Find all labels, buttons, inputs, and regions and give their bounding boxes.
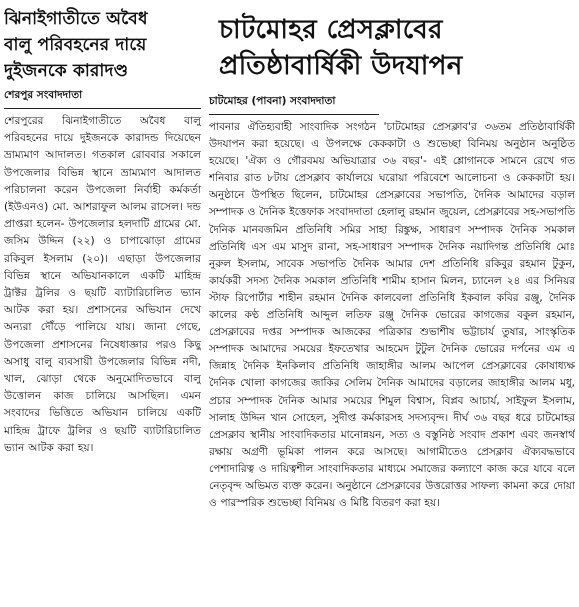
right-headline-line-1: চাটমোহর প্রেসক্লাবের [219, 15, 443, 45]
right-article [209, 2, 575, 602]
left-article-headline [4, 6, 201, 84]
right-article-headline [219, 12, 575, 84]
left-headline-line-2: বালু পরিবহনের দায়ে [4, 35, 147, 55]
left-headline-line-3: দুইজনকে কারাদণ্ড [4, 61, 129, 81]
left-headline-line-1: ঝিনাইগাতীতে অবৈধ [4, 9, 148, 29]
right-article-dateline: চাটমোহর (পাবনা) সংবাদদাতা [209, 94, 379, 115]
right-headline-line-2: প্রতিষ্ঠাবার্ষিকী উদযাপন [219, 51, 463, 81]
left-article-body: শেরপুরের ঝিনাইগাতীতে অবৈধ বালু পরিবহনের দায়ে দুইজনকে কারাদন্ড দিয়েছেন ভ্রাম্যমাণ আদালত। গতকাল রোববার সকালে উপজেলার বিভিন্ন স্থানে ভ্রাম্যমাণ আদালত পরিচালনা করেন উপজেলা নির্বাহী কর্মকর্তা (ইউএনও) মো. আশরাফুল আলম রাসেল। দন্ড প্রাপ্তরা হলেন- উপজেলার হলদাটি গ্রামের মো. জসিম উদ্দিন (২২) ও চাপাঝোড়া গ্রামের রকিবুল ইসলাম (২০)। এছাড়া উপজেলার বিভিন্ন স্থানে অভিযানকালে একটি মাহিন্দ্র ট্রাক্টর ট্রলির ও ছয়টি ব্যাটারিচালিত ভ্যান আটক করা হয়। প্রশাসনের অভিযান দেখে অন্যরা দৌঁড়ে পালিয়ে যায়। জানা গেছে, উপজেলা প্রশাসনের নিষেধাজ্ঞার পরও কিছু অসাধু বালু ব্যবসায়ী উপজেলার বিভিন্ন নদী, খাল, ঝোড়া থেকে অনুমোদিতভাবে বালু উত্তোলন কাজ চালিয়ে আসছিল। এমন সংবাদের ভিত্তিতে অভিযান চালিয়ে একটি মাহিন্দ্র ট্রাফে ট্রলির ও ছয়টি ব্যাটারিচালিত ভ্যান আটক করা হয়। [4, 115, 201, 454]
left-article [4, 2, 201, 602]
right-article-body: পাবনার ঐতিহ্যবাহী সাংবাদিক সংগঠন 'চাটমোহর প্রেসক্লাব'র ৩৬তম প্রতিষ্ঠাবার্ষিকী উদযাপন করা হয়েছে। এ উপলক্ষে কেককাটা ও শুভেচ্ছা বিনিময় অনুষ্ঠান অনুষ্ঠিত হয়েছে। 'ঐক্য ও গৌরবময় অভিযাত্রার ৩৬ বছর'- এই শ্লোগানকে সামনে রেখে গত শনিবার রাত ৮টায় প্রেসক্লাব কার্যালয়ে ঘরোয়া পরিবেশে আলোচনা ও কেককাটা হয়। অনুষ্ঠানে উপস্থিত ছিলেন, চাটমোহর প্রেসক্লাবের সভাপতি, দৈনিক আমাদের বড়াল সম্পাদক ও দৈনিক ইত্তেফাক সংবাদদাতা হেলালু রহমান জুয়েল, প্রেসক্লাবের সহ-সভাপতি দৈনিক মানবজমিন প্রতিনিধি সমির সাহা রিঙ্কুক্ষ, সাধারণ সম্পাদক দৈনিক সমকাল প্রতিনিধি এস এম মাসুদ রানা, সহ-সাধারণ সম্পাদক দৈনিক নয়াদিগন্ত প্রতিনিধি মোঃ নুরুল ইসলাম, সাবেক সভাপতি দৈনিক আমার দেশ প্রতিনিধি রকিবুর রহমান টুকুন, কার্যকরী সদস্য দৈনিক সমকাল প্রতিনিধি শামীম হাসান মিলন, চ্যানেল ২৪ এর সিনিয়র স্টাফ রিপোর্টার শাহীন রহমান দৈনিক কালবেলা প্রতিনিধি ইকবাল কবির রঞ্জু, দৈনিক কালের কণ্ঠ প্রতিনিধি আব্দুল লতিফ রঞ্জু দৈনিক ভোরের কাগজের বকুল রহমান, প্রেসক্লাবের দপ্তর সম্পাদক আজকের পত্রিকার শুভাশীষ ভট্টাচার্য তুষার, সাংস্কৃতিক সম্পাদক আমাদের সময়ের ইফতেখার আহমেদ টুটুল দৈনিক ভোরের দর্পনের এম এ জিন্নাহ দৈনিক ইনকিলাব প্রতিনিধি জাহাঙ্গীর আলম আপেল প্রেসক্লাবের কোষাধ্যক্ষ দৈনিক খোলা কাগজের জাকির সেলিম দৈনিক আমাদের বড়ালের জাহাঙ্গীর আলম মধু, প্রচার সম্পাদক দৈনিক আমার সময়ের শিমুল বিশ্বাস, বিপ্লব আচার্য, সাইফুল ইসলাম, সালাহ উদ্দিন খান সোহেল, সুদীপ্ত কর্মকারসহ সদস্যবৃন্দ। দীর্ঘ ৩৬ বছর ধরে চাটমোহর প্রেসক্লাব স্থানীয় সাংবাদিকতার মানোন্নয়ন, সত্য ও বস্তুনিষ্ঠ সংবাদ প্রকাশ এবং জনস্বার্থ রক্ষায় অগ্রণী ভূমিকা পালন করে আসছে। আগামীতেও প্রেসক্লাব ঐক্যবদ্ধভাবে পেশাদারিত্ব ও দায়িত্বশীল সাংবাদিকতার মাধ্যমে সমাজের কল্যাণে কাজ করে যাবে বলে নেতৃবৃন্দ অভিমত ব্যক্ত করেন। অনুষ্ঠানে প্রেসক্লাবের উত্তরোত্তর সাফল্য কামনা করে দোয়া ও পারস্পরিক শুভেচ্ছা বিনিময় ও মিষ্টি বিতরণ করা হয়। [209, 121, 575, 510]
left-article-dateline: শেরপুর সংবাদদাতা [4, 88, 201, 109]
